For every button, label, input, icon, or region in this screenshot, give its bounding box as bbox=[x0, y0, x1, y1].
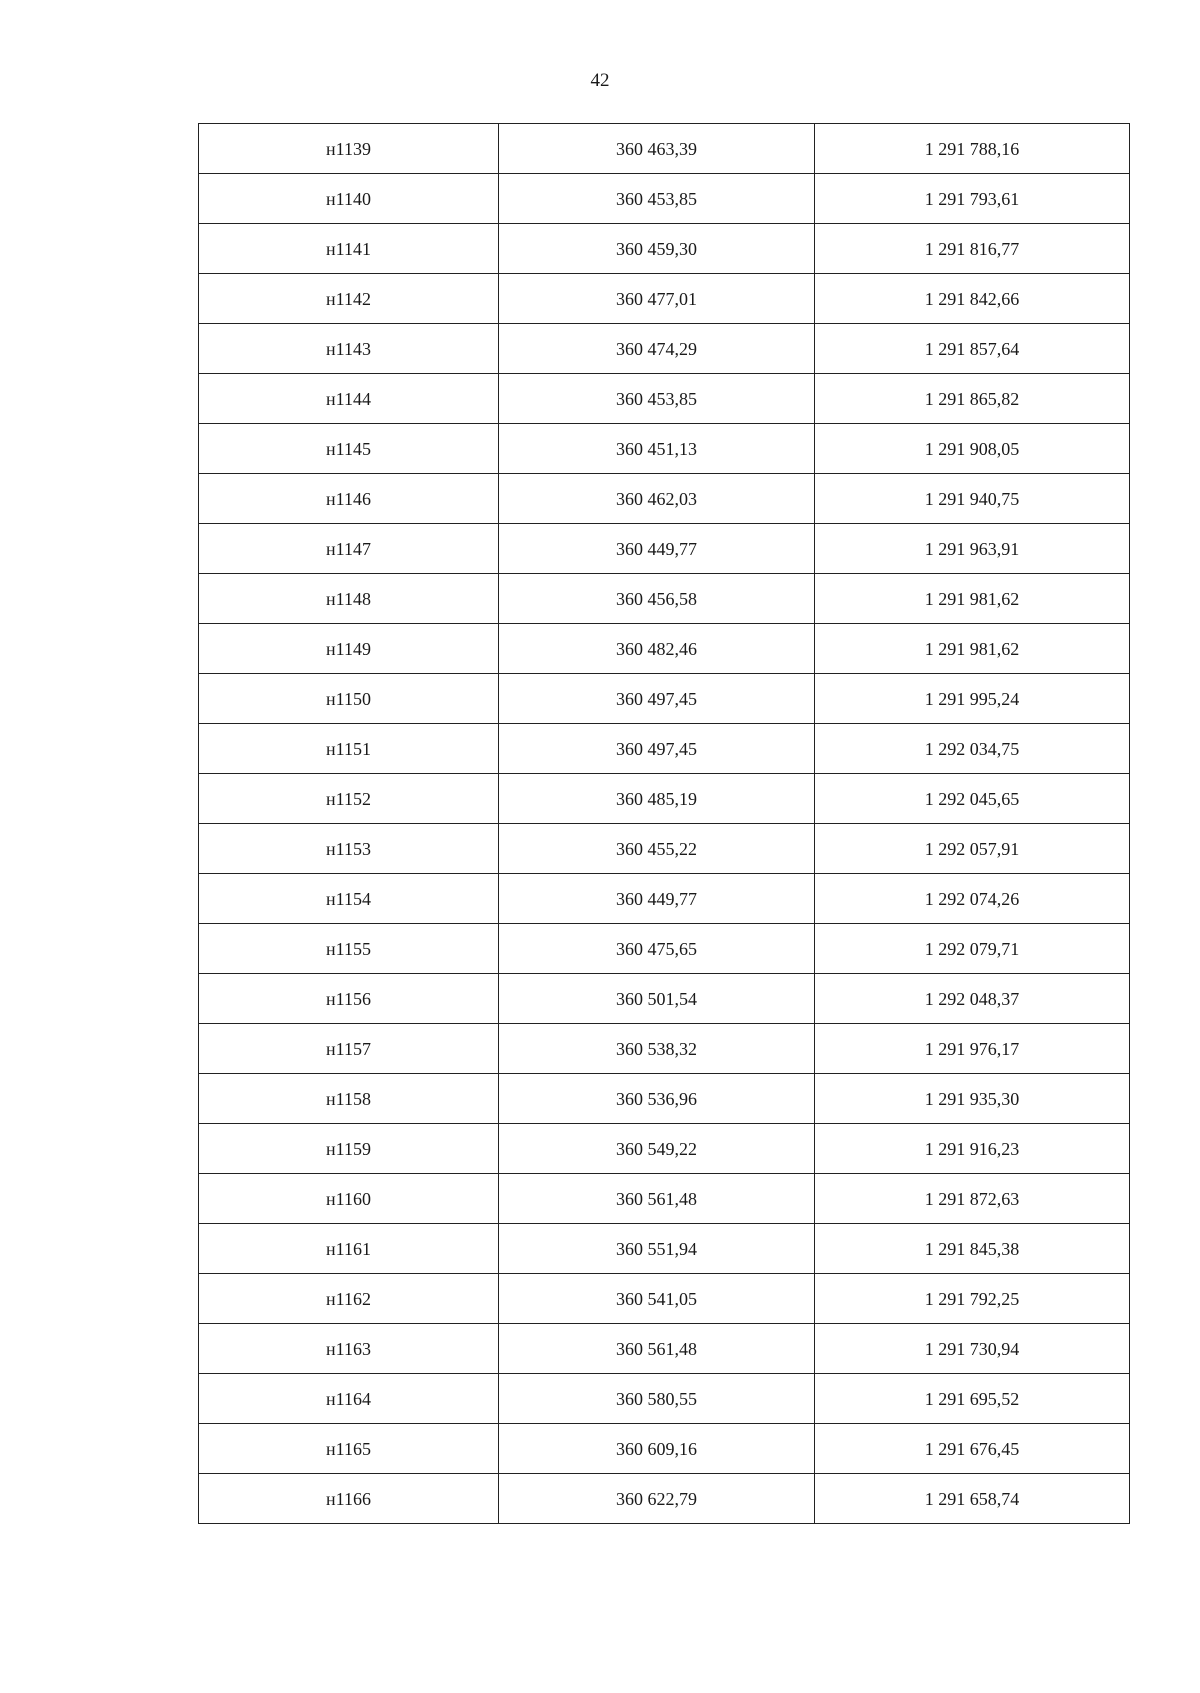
table-row bbox=[199, 1024, 1130, 1074]
table-row bbox=[199, 774, 1130, 824]
point-id-cell: н1144 bbox=[199, 374, 499, 424]
table-row bbox=[199, 1124, 1130, 1174]
point-id-cell: н1146 bbox=[199, 474, 499, 524]
x-coordinate-cell: 360 497,45 bbox=[499, 674, 815, 724]
table-row bbox=[199, 1274, 1130, 1324]
table-row bbox=[199, 474, 1130, 524]
y-coordinate-cell: 1 291 872,63 bbox=[815, 1174, 1130, 1224]
point-id-cell: н1166 bbox=[199, 1474, 499, 1524]
y-coordinate-cell: 1 291 788,16 bbox=[815, 124, 1130, 174]
table-row bbox=[199, 524, 1130, 574]
x-coordinate-cell: 360 474,29 bbox=[499, 324, 815, 374]
y-coordinate-cell: 1 292 034,75 bbox=[815, 724, 1130, 774]
table-row bbox=[199, 274, 1130, 324]
x-coordinate-cell: 360 462,03 bbox=[499, 474, 815, 524]
y-coordinate-cell: 1 291 842,66 bbox=[815, 274, 1130, 324]
x-coordinate-cell: 360 477,01 bbox=[499, 274, 815, 324]
point-id-cell: н1162 bbox=[199, 1274, 499, 1324]
table-row bbox=[199, 624, 1130, 674]
x-coordinate-cell: 360 485,19 bbox=[499, 774, 815, 824]
y-coordinate-cell: 1 292 057,91 bbox=[815, 824, 1130, 874]
y-coordinate-cell: 1 292 048,37 bbox=[815, 974, 1130, 1024]
x-coordinate-cell: 360 453,85 bbox=[499, 174, 815, 224]
y-coordinate-cell: 1 291 857,64 bbox=[815, 324, 1130, 374]
x-coordinate-cell: 360 455,22 bbox=[499, 824, 815, 874]
point-id-cell: н1143 bbox=[199, 324, 499, 374]
point-id-cell: н1156 bbox=[199, 974, 499, 1024]
y-coordinate-cell: 1 292 045,65 bbox=[815, 774, 1130, 824]
x-coordinate-cell: 360 497,45 bbox=[499, 724, 815, 774]
table-row bbox=[199, 124, 1130, 174]
y-coordinate-cell: 1 291 793,61 bbox=[815, 174, 1130, 224]
point-id-cell: н1141 bbox=[199, 224, 499, 274]
y-coordinate-cell: 1 291 908,05 bbox=[815, 424, 1130, 474]
y-coordinate-cell: 1 292 079,71 bbox=[815, 924, 1130, 974]
point-id-cell: н1139 bbox=[199, 124, 499, 174]
y-coordinate-cell: 1 291 792,25 bbox=[815, 1274, 1130, 1324]
point-id-cell: н1157 bbox=[199, 1024, 499, 1074]
point-id-cell: н1165 bbox=[199, 1424, 499, 1474]
table-row bbox=[199, 324, 1130, 374]
y-coordinate-cell: 1 291 963,91 bbox=[815, 524, 1130, 574]
table-row bbox=[199, 1474, 1130, 1524]
table-row bbox=[199, 374, 1130, 424]
y-coordinate-cell: 1 291 935,30 bbox=[815, 1074, 1130, 1124]
x-coordinate-cell: 360 549,22 bbox=[499, 1124, 815, 1174]
x-coordinate-cell: 360 449,77 bbox=[499, 874, 815, 924]
y-coordinate-cell: 1 291 940,75 bbox=[815, 474, 1130, 524]
point-id-cell: н1158 bbox=[199, 1074, 499, 1124]
table-row bbox=[199, 874, 1130, 924]
point-id-cell: н1145 bbox=[199, 424, 499, 474]
x-coordinate-cell: 360 482,46 bbox=[499, 624, 815, 674]
coordinates-table-body bbox=[199, 124, 1130, 1524]
point-id-cell: н1154 bbox=[199, 874, 499, 924]
table-row bbox=[199, 1174, 1130, 1224]
point-id-cell: н1140 bbox=[199, 174, 499, 224]
point-id-cell: н1153 bbox=[199, 824, 499, 874]
table-row bbox=[199, 174, 1130, 224]
y-coordinate-cell: 1 292 074,26 bbox=[815, 874, 1130, 924]
x-coordinate-cell: 360 536,96 bbox=[499, 1074, 815, 1124]
point-id-cell: н1161 bbox=[199, 1224, 499, 1274]
y-coordinate-cell: 1 291 676,45 bbox=[815, 1424, 1130, 1474]
x-coordinate-cell: 360 451,13 bbox=[499, 424, 815, 474]
point-id-cell: н1150 bbox=[199, 674, 499, 724]
point-id-cell: н1159 bbox=[199, 1124, 499, 1174]
x-coordinate-cell: 360 580,55 bbox=[499, 1374, 815, 1424]
y-coordinate-cell: 1 291 816,77 bbox=[815, 224, 1130, 274]
point-id-cell: н1147 bbox=[199, 524, 499, 574]
table-row bbox=[199, 1074, 1130, 1124]
y-coordinate-cell: 1 291 658,74 bbox=[815, 1474, 1130, 1524]
x-coordinate-cell: 360 501,54 bbox=[499, 974, 815, 1024]
point-id-cell: н1155 bbox=[199, 924, 499, 974]
x-coordinate-cell: 360 551,94 bbox=[499, 1224, 815, 1274]
y-coordinate-cell: 1 291 730,94 bbox=[815, 1324, 1130, 1374]
point-id-cell: н1148 bbox=[199, 574, 499, 624]
x-coordinate-cell: 360 538,32 bbox=[499, 1024, 815, 1074]
point-id-cell: н1160 bbox=[199, 1174, 499, 1224]
table-row bbox=[199, 424, 1130, 474]
x-coordinate-cell: 360 622,79 bbox=[499, 1474, 815, 1524]
point-id-cell: н1164 bbox=[199, 1374, 499, 1424]
x-coordinate-cell: 360 456,58 bbox=[499, 574, 815, 624]
y-coordinate-cell: 1 291 865,82 bbox=[815, 374, 1130, 424]
table-row bbox=[199, 824, 1130, 874]
point-id-cell: н1151 bbox=[199, 724, 499, 774]
table-row bbox=[199, 1324, 1130, 1374]
coordinates-table bbox=[198, 123, 1130, 1524]
point-id-cell: н1149 bbox=[199, 624, 499, 674]
x-coordinate-cell: 360 561,48 bbox=[499, 1174, 815, 1224]
table-row bbox=[199, 974, 1130, 1024]
x-coordinate-cell: 360 459,30 bbox=[499, 224, 815, 274]
y-coordinate-cell: 1 291 695,52 bbox=[815, 1374, 1130, 1424]
x-coordinate-cell: 360 449,77 bbox=[499, 524, 815, 574]
y-coordinate-cell: 1 291 981,62 bbox=[815, 624, 1130, 674]
x-coordinate-cell: 360 561,48 bbox=[499, 1324, 815, 1374]
page-number: 42 bbox=[590, 70, 610, 91]
x-coordinate-cell: 360 453,85 bbox=[499, 374, 815, 424]
x-coordinate-cell: 360 541,05 bbox=[499, 1274, 815, 1324]
y-coordinate-cell: 1 291 995,24 bbox=[815, 674, 1130, 724]
point-id-cell: н1152 bbox=[199, 774, 499, 824]
table-row bbox=[199, 224, 1130, 274]
x-coordinate-cell: 360 475,65 bbox=[499, 924, 815, 974]
y-coordinate-cell: 1 291 916,23 bbox=[815, 1124, 1130, 1174]
y-coordinate-cell: 1 291 845,38 bbox=[815, 1224, 1130, 1274]
point-id-cell: н1163 bbox=[199, 1324, 499, 1374]
table-row bbox=[199, 1224, 1130, 1274]
point-id-cell: н1142 bbox=[199, 274, 499, 324]
table-row bbox=[199, 924, 1130, 974]
y-coordinate-cell: 1 291 981,62 bbox=[815, 574, 1130, 624]
table-row bbox=[199, 574, 1130, 624]
table-row bbox=[199, 674, 1130, 724]
x-coordinate-cell: 360 609,16 bbox=[499, 1424, 815, 1474]
x-coordinate-cell: 360 463,39 bbox=[499, 124, 815, 174]
y-coordinate-cell: 1 291 976,17 bbox=[815, 1024, 1130, 1074]
table-row bbox=[199, 1374, 1130, 1424]
table-row bbox=[199, 724, 1130, 774]
table-row bbox=[199, 1424, 1130, 1474]
